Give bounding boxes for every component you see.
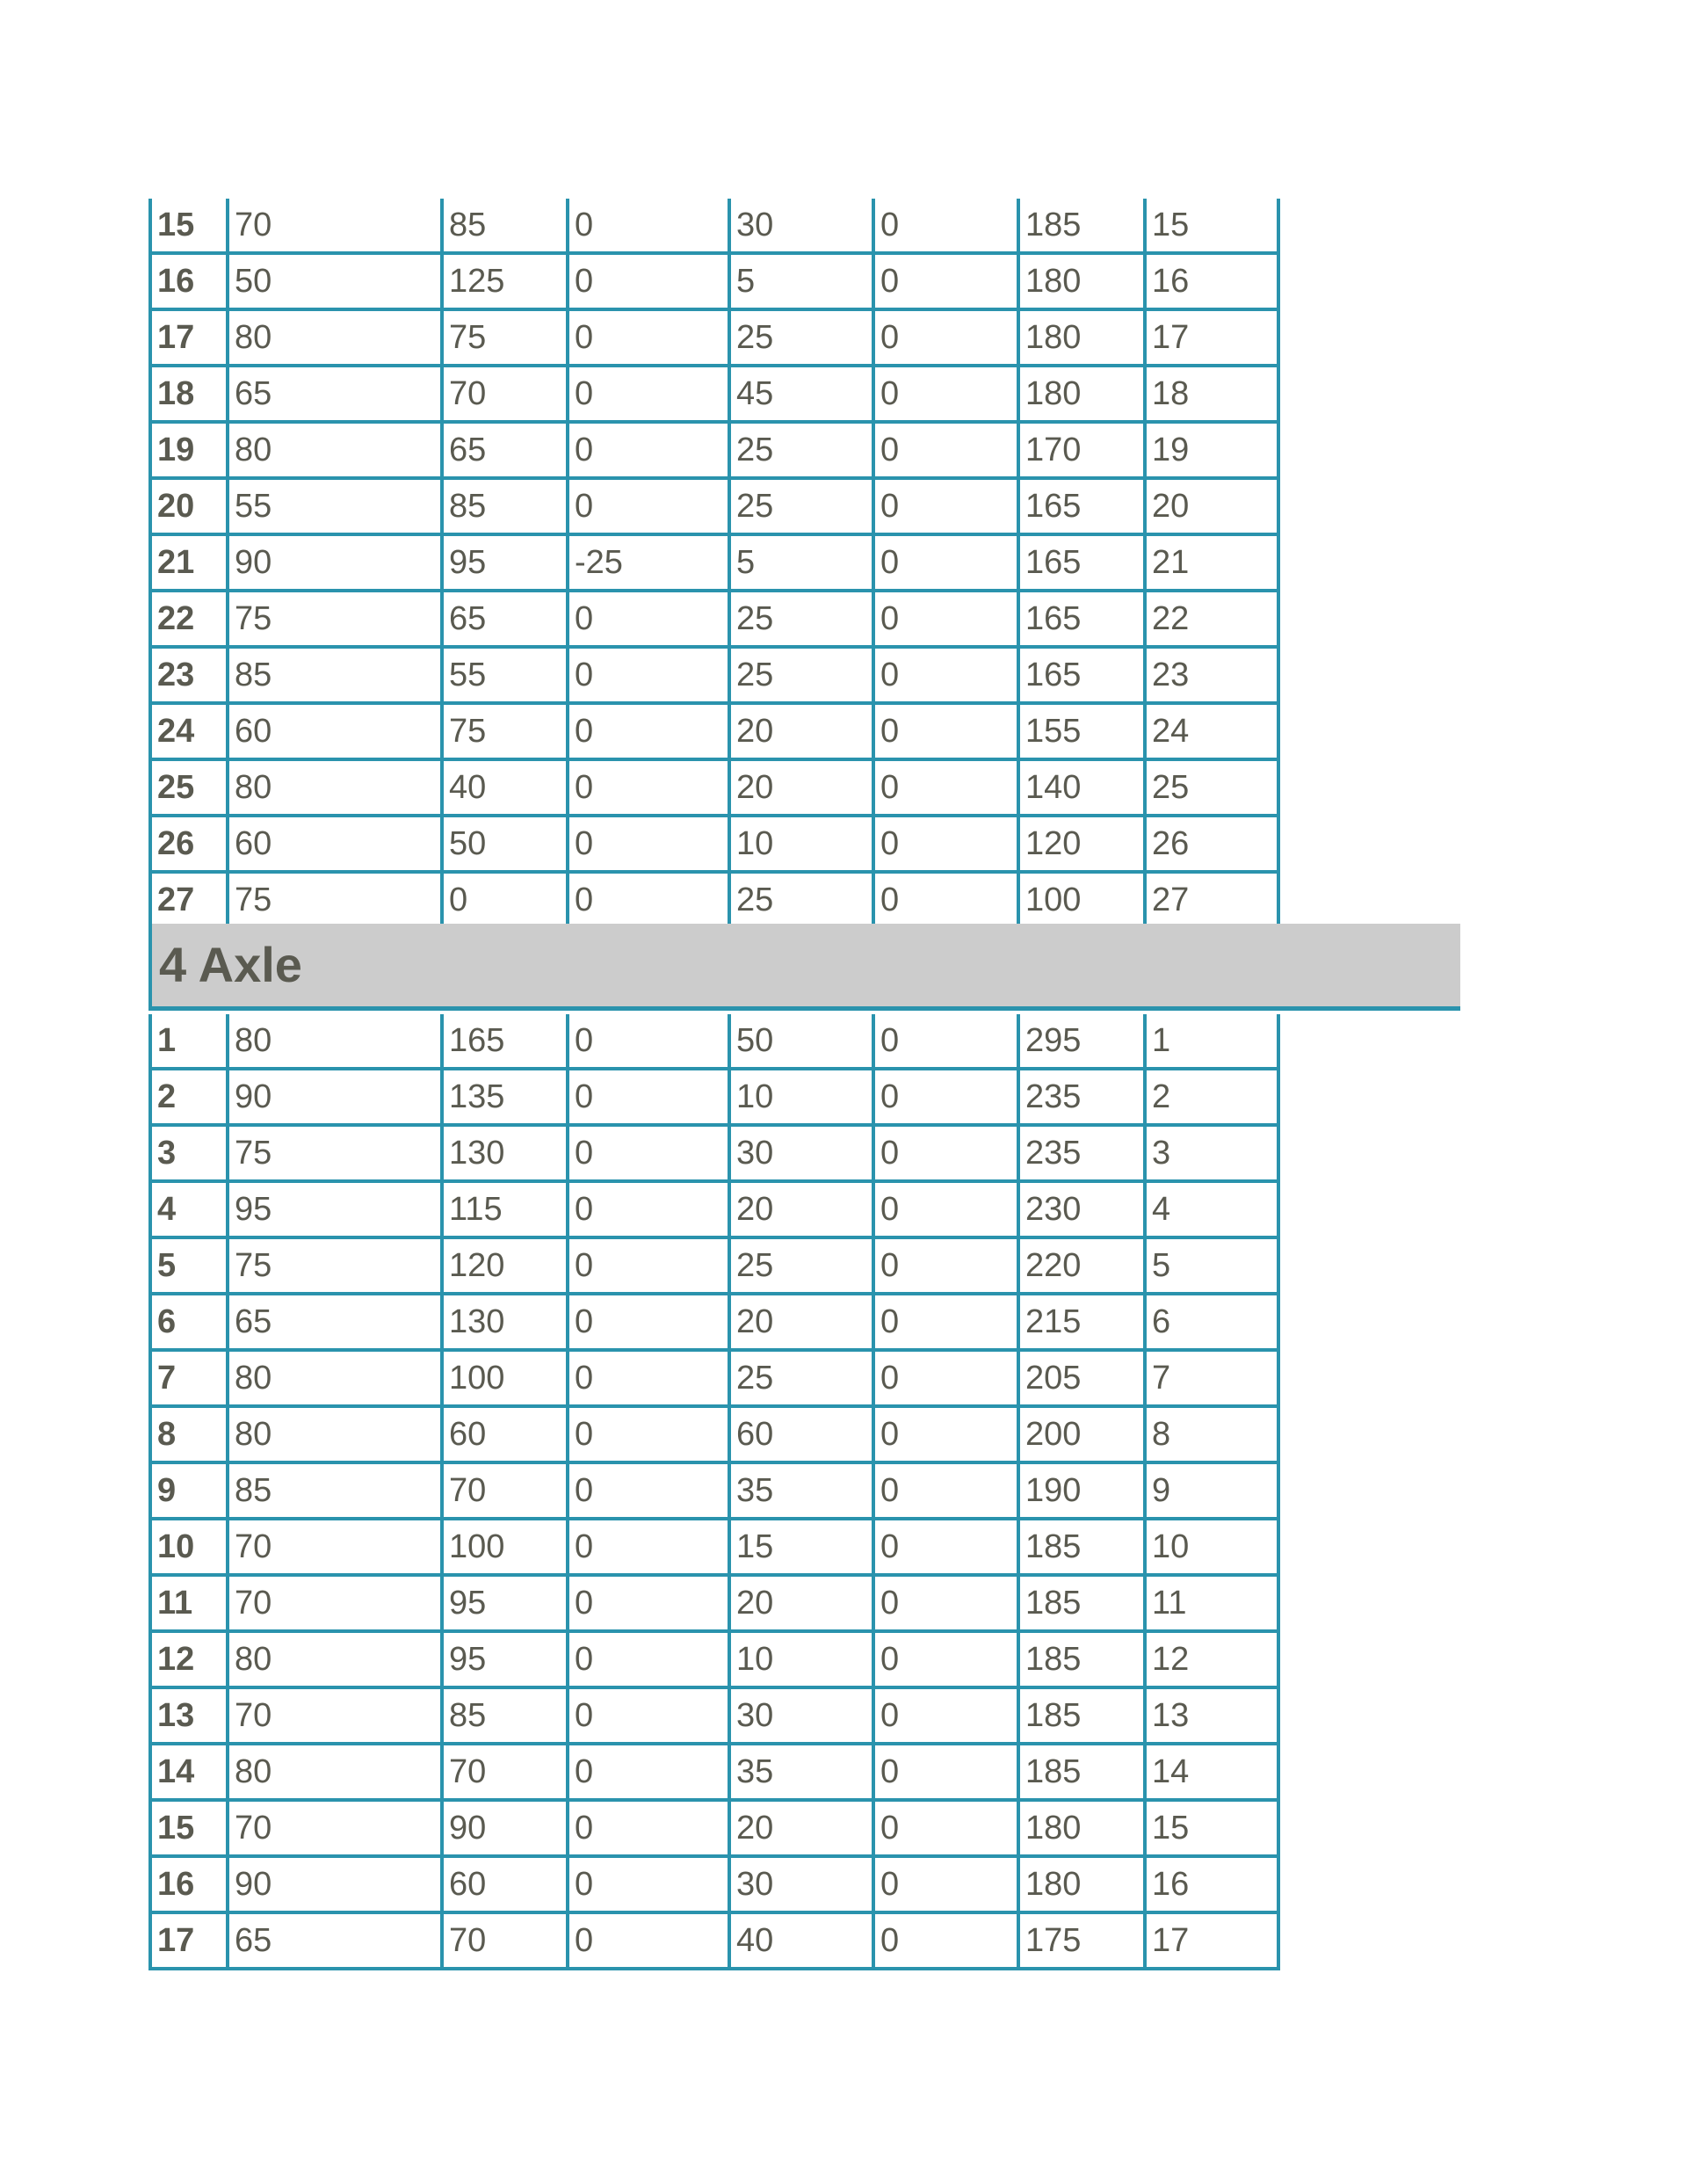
- table-cell: 0: [568, 872, 729, 928]
- table-cell: 0: [873, 199, 1018, 253]
- table-cell: 80: [228, 1350, 442, 1406]
- table-cell: 0: [873, 366, 1018, 422]
- table-cell: 0: [873, 1631, 1018, 1687]
- table-cell: 0: [873, 1687, 1018, 1744]
- table-cell: 85: [442, 1687, 568, 1744]
- table-cell: 3: [1145, 1125, 1278, 1181]
- table-cell: 190: [1018, 1462, 1145, 1519]
- table-row: [150, 1125, 1278, 1181]
- table-cell: 20: [729, 1294, 873, 1350]
- table-cell: 130: [442, 1125, 568, 1181]
- table-cell: 25: [729, 872, 873, 928]
- table-cell: 15: [729, 1519, 873, 1575]
- table-row: [150, 199, 1278, 253]
- table-cell: 5: [1145, 1237, 1278, 1294]
- table-cell: 25: [729, 591, 873, 647]
- table-cell: 25: [729, 478, 873, 534]
- table-cell: 0: [873, 647, 1018, 703]
- table-cell: 80: [228, 759, 442, 816]
- table-cell: 9: [1145, 1462, 1278, 1519]
- table-cell: 2: [1145, 1069, 1278, 1125]
- table-cell: 125: [442, 253, 568, 309]
- table-cell: 55: [442, 647, 568, 703]
- table-cell: 0: [568, 1687, 729, 1744]
- table-cell: 40: [729, 1912, 873, 1969]
- table-cell: 11: [1145, 1575, 1278, 1631]
- table-cell: 75: [228, 591, 442, 647]
- table-cell: 205: [1018, 1350, 1145, 1406]
- table-cell: 0: [873, 478, 1018, 534]
- table-cell: 0: [568, 1631, 729, 1687]
- table-cell: 185: [1018, 199, 1145, 253]
- table-cell: 0: [568, 478, 729, 534]
- table-cell: 0: [873, 1069, 1018, 1125]
- table-row: [150, 1462, 1278, 1519]
- table-cell: 0: [568, 1069, 729, 1125]
- table-cell: 30: [729, 1856, 873, 1912]
- table-row: [150, 1069, 1278, 1125]
- table-cell: 55: [228, 478, 442, 534]
- table-cell: 80: [228, 309, 442, 366]
- table-cell: 20: [729, 1575, 873, 1631]
- row-number-cell: 24: [150, 703, 228, 759]
- table-cell: 80: [228, 1014, 442, 1069]
- table-row: [150, 366, 1278, 422]
- table-cell: 60: [729, 1406, 873, 1462]
- table-cell: 7: [1145, 1350, 1278, 1406]
- table-body: [150, 1014, 1278, 1969]
- table-cell: 165: [1018, 478, 1145, 534]
- table-cell: 19: [1145, 422, 1278, 478]
- table-cell: 35: [729, 1744, 873, 1800]
- table-cell: 65: [442, 591, 568, 647]
- table-cell: 20: [729, 1800, 873, 1856]
- table-cell: 65: [442, 422, 568, 478]
- table-cell: 155: [1018, 703, 1145, 759]
- table-cell: 120: [442, 1237, 568, 1294]
- table-cell: 5: [729, 534, 873, 591]
- table-cell: 220: [1018, 1237, 1145, 1294]
- table-cell: 70: [442, 1744, 568, 1800]
- table-row: [150, 1575, 1278, 1631]
- table-cell: 0: [568, 422, 729, 478]
- row-number-cell: 14: [150, 1744, 228, 1800]
- table-cell: 16: [1145, 1856, 1278, 1912]
- table-cell: 0: [873, 759, 1018, 816]
- row-number-cell: 13: [150, 1687, 228, 1744]
- table-cell: 85: [442, 478, 568, 534]
- table-cell: 185: [1018, 1575, 1145, 1631]
- table-row: [150, 1294, 1278, 1350]
- row-number-cell: 10: [150, 1519, 228, 1575]
- table-cell: 100: [1018, 872, 1145, 928]
- table-cell: 0: [568, 1294, 729, 1350]
- table-cell: 95: [442, 1575, 568, 1631]
- table-row: [150, 1744, 1278, 1800]
- table-cell: 0: [873, 703, 1018, 759]
- table-cell: 85: [228, 647, 442, 703]
- table-cell: 60: [442, 1406, 568, 1462]
- table-cell: 295: [1018, 1014, 1145, 1069]
- table-row: [150, 1014, 1278, 1069]
- table-cell: 20: [729, 703, 873, 759]
- table-row: [150, 1912, 1278, 1969]
- table-cell: 70: [442, 1912, 568, 1969]
- table-cell: 70: [442, 366, 568, 422]
- table-row: [150, 703, 1278, 759]
- table-cell: 0: [873, 1294, 1018, 1350]
- table-cell: 21: [1145, 534, 1278, 591]
- table-cell: 60: [228, 816, 442, 872]
- table-cell: 10: [729, 1069, 873, 1125]
- table-cell: 65: [228, 1912, 442, 1969]
- table-cell: 30: [729, 1687, 873, 1744]
- table-row: [150, 759, 1278, 816]
- table-cell: 235: [1018, 1125, 1145, 1181]
- table-cell: 180: [1018, 1856, 1145, 1912]
- table-row: [150, 1350, 1278, 1406]
- table-cell: 0: [568, 1237, 729, 1294]
- table-cell: -25: [568, 534, 729, 591]
- row-number-cell: 16: [150, 253, 228, 309]
- table-row: [150, 872, 1278, 928]
- table-row: [150, 309, 1278, 366]
- table-row: [150, 816, 1278, 872]
- table-cell: 80: [228, 1406, 442, 1462]
- table-cell: 13: [1145, 1687, 1278, 1744]
- table-cell: 50: [442, 816, 568, 872]
- table-cell: 0: [873, 1912, 1018, 1969]
- table-cell: 0: [873, 422, 1018, 478]
- row-number-cell: 26: [150, 816, 228, 872]
- table-cell: 10: [1145, 1519, 1278, 1575]
- table-cell: 65: [228, 1294, 442, 1350]
- table-cell: 80: [228, 422, 442, 478]
- table-cell: 0: [873, 253, 1018, 309]
- table-row: [150, 1856, 1278, 1912]
- table-cell: 0: [873, 1406, 1018, 1462]
- table-cell: 175: [1018, 1912, 1145, 1969]
- table-cell: 70: [442, 1462, 568, 1519]
- table-cell: 20: [729, 759, 873, 816]
- table-cell: 165: [1018, 591, 1145, 647]
- row-number-cell: 7: [150, 1350, 228, 1406]
- row-number-cell: 17: [150, 1912, 228, 1969]
- table-cell: 0: [873, 872, 1018, 928]
- table-cell: 75: [442, 309, 568, 366]
- table-cell: 0: [568, 816, 729, 872]
- table-cell: 120: [1018, 816, 1145, 872]
- table-cell: 0: [873, 1014, 1018, 1069]
- table-row: [150, 1406, 1278, 1462]
- table-row: [150, 1687, 1278, 1744]
- section-header-4-axle: 4 Axle: [148, 924, 1460, 1011]
- table-cell: 0: [568, 1350, 729, 1406]
- table-cell: 140: [1018, 759, 1145, 816]
- table-cell: 30: [729, 199, 873, 253]
- table-cell: 70: [228, 1800, 442, 1856]
- table-cell: 26: [1145, 816, 1278, 872]
- table-cell: 75: [228, 1237, 442, 1294]
- table-body: [150, 199, 1278, 928]
- table-cell: 180: [1018, 309, 1145, 366]
- row-number-cell: 1: [150, 1014, 228, 1069]
- table-cell: 24: [1145, 703, 1278, 759]
- table-cell: 95: [228, 1181, 442, 1237]
- table-cell: 0: [568, 1014, 729, 1069]
- table-cell: 0: [873, 1237, 1018, 1294]
- table-cell: 25: [729, 647, 873, 703]
- table-cell: 0: [568, 1744, 729, 1800]
- table-cell: 40: [442, 759, 568, 816]
- table-cell: 0: [442, 872, 568, 928]
- table-cell: 8: [1145, 1406, 1278, 1462]
- row-number-cell: 16: [150, 1856, 228, 1912]
- table-cell: 0: [873, 1800, 1018, 1856]
- table-cell: 0: [568, 199, 729, 253]
- row-number-cell: 17: [150, 309, 228, 366]
- table-cell: 25: [729, 1350, 873, 1406]
- row-number-cell: 4: [150, 1181, 228, 1237]
- row-number-cell: 12: [150, 1631, 228, 1687]
- table-cell: 17: [1145, 1912, 1278, 1969]
- row-number-cell: 15: [150, 1800, 228, 1856]
- table-row: [150, 647, 1278, 703]
- table-cell: 135: [442, 1069, 568, 1125]
- table-cell: 15: [1145, 199, 1278, 253]
- table-cell: 0: [568, 703, 729, 759]
- table-cell: 27: [1145, 872, 1278, 928]
- table-cell: 15: [1145, 1800, 1278, 1856]
- table-row: [150, 591, 1278, 647]
- table-cell: 50: [228, 253, 442, 309]
- row-number-cell: 21: [150, 534, 228, 591]
- table-cell: 0: [568, 1912, 729, 1969]
- table-cell: 25: [1145, 759, 1278, 816]
- data-table-continued: [148, 199, 1280, 930]
- table-cell: 0: [568, 1575, 729, 1631]
- table-cell: 180: [1018, 253, 1145, 309]
- table-cell: 165: [442, 1014, 568, 1069]
- row-number-cell: 6: [150, 1294, 228, 1350]
- row-number-cell: 15: [150, 199, 228, 253]
- row-number-cell: 9: [150, 1462, 228, 1519]
- row-number-cell: 18: [150, 366, 228, 422]
- table-cell: 0: [568, 1125, 729, 1181]
- table-cell: 70: [228, 1687, 442, 1744]
- table-row: [150, 1631, 1278, 1687]
- table-cell: 80: [228, 1744, 442, 1800]
- table-row: [150, 1519, 1278, 1575]
- table-cell: 185: [1018, 1519, 1145, 1575]
- table-cell: 60: [228, 703, 442, 759]
- table-cell: 0: [568, 1800, 729, 1856]
- table-cell: 30: [729, 1125, 873, 1181]
- table-cell: 95: [442, 1631, 568, 1687]
- table-cell: 25: [729, 309, 873, 366]
- table-row: [150, 534, 1278, 591]
- table-cell: 75: [228, 872, 442, 928]
- table-cell: 0: [568, 309, 729, 366]
- table-cell: 0: [873, 1350, 1018, 1406]
- row-number-cell: 3: [150, 1125, 228, 1181]
- table-cell: 100: [442, 1350, 568, 1406]
- table-cell: 85: [228, 1462, 442, 1519]
- table-cell: 0: [568, 253, 729, 309]
- table-cell: 0: [568, 1406, 729, 1462]
- table-cell: 0: [873, 1181, 1018, 1237]
- table-cell: 235: [1018, 1069, 1145, 1125]
- table-cell: 165: [1018, 647, 1145, 703]
- table-cell: 215: [1018, 1294, 1145, 1350]
- table-cell: 0: [568, 1519, 729, 1575]
- table-cell: 45: [729, 366, 873, 422]
- table-cell: 0: [873, 816, 1018, 872]
- table-cell: 0: [568, 366, 729, 422]
- table-cell: 0: [568, 591, 729, 647]
- row-number-cell: 25: [150, 759, 228, 816]
- table-cell: 70: [228, 1519, 442, 1575]
- table-cell: 17: [1145, 309, 1278, 366]
- table-cell: 0: [568, 1181, 729, 1237]
- row-number-cell: 8: [150, 1406, 228, 1462]
- table-cell: 165: [1018, 534, 1145, 591]
- table-cell: 230: [1018, 1181, 1145, 1237]
- table-cell: 90: [228, 1069, 442, 1125]
- table-cell: 0: [873, 1519, 1018, 1575]
- table-cell: 16: [1145, 253, 1278, 309]
- row-number-cell: 22: [150, 591, 228, 647]
- table-cell: 70: [228, 1575, 442, 1631]
- table-cell: 22: [1145, 591, 1278, 647]
- table-cell: 20: [729, 1181, 873, 1237]
- table-cell: 23: [1145, 647, 1278, 703]
- table-cell: 20: [1145, 478, 1278, 534]
- table-cell: 18: [1145, 366, 1278, 422]
- table-cell: 75: [228, 1125, 442, 1181]
- table-cell: 10: [729, 816, 873, 872]
- table-cell: 6: [1145, 1294, 1278, 1350]
- table-cell: 185: [1018, 1744, 1145, 1800]
- table-cell: 0: [568, 1856, 729, 1912]
- table-row: [150, 1800, 1278, 1856]
- table-cell: 180: [1018, 366, 1145, 422]
- table-cell: 0: [568, 1462, 729, 1519]
- table-cell: 5: [729, 253, 873, 309]
- table-row: [150, 478, 1278, 534]
- table-cell: 12: [1145, 1631, 1278, 1687]
- table-cell: 0: [568, 759, 729, 816]
- row-number-cell: 19: [150, 422, 228, 478]
- table-cell: 14: [1145, 1744, 1278, 1800]
- table-cell: 180: [1018, 1800, 1145, 1856]
- table-cell: 0: [873, 534, 1018, 591]
- table-row: [150, 1181, 1278, 1237]
- table-cell: 0: [873, 309, 1018, 366]
- table-cell: 25: [729, 1237, 873, 1294]
- data-table-4-axle: [148, 1014, 1280, 1970]
- row-number-cell: 23: [150, 647, 228, 703]
- table-cell: 65: [228, 366, 442, 422]
- table-cell: 0: [873, 1125, 1018, 1181]
- table-cell: 200: [1018, 1406, 1145, 1462]
- table-cell: 185: [1018, 1687, 1145, 1744]
- table-cell: 25: [729, 422, 873, 478]
- table-row: [150, 422, 1278, 478]
- table-cell: 60: [442, 1856, 568, 1912]
- table-cell: 90: [228, 1856, 442, 1912]
- row-number-cell: 5: [150, 1237, 228, 1294]
- table-cell: 170: [1018, 422, 1145, 478]
- table-cell: 0: [568, 647, 729, 703]
- table-cell: 75: [442, 703, 568, 759]
- table-row: [150, 253, 1278, 309]
- row-number-cell: 27: [150, 872, 228, 928]
- table-cell: 4: [1145, 1181, 1278, 1237]
- table-cell: 185: [1018, 1631, 1145, 1687]
- table-cell: 35: [729, 1462, 873, 1519]
- table-cell: 0: [873, 1575, 1018, 1631]
- table-cell: 90: [228, 534, 442, 591]
- table-cell: 50: [729, 1014, 873, 1069]
- table-cell: 100: [442, 1519, 568, 1575]
- table-cell: 0: [873, 1744, 1018, 1800]
- table-cell: 70: [228, 199, 442, 253]
- table-cell: 10: [729, 1631, 873, 1687]
- table-cell: 115: [442, 1181, 568, 1237]
- table-cell: 95: [442, 534, 568, 591]
- table-cell: 1: [1145, 1014, 1278, 1069]
- row-number-cell: 2: [150, 1069, 228, 1125]
- table-row: [150, 1237, 1278, 1294]
- row-number-cell: 11: [150, 1575, 228, 1631]
- table-cell: 0: [873, 1462, 1018, 1519]
- table-cell: 90: [442, 1800, 568, 1856]
- table-cell: 0: [873, 591, 1018, 647]
- row-number-cell: 20: [150, 478, 228, 534]
- table-cell: 80: [228, 1631, 442, 1687]
- table-cell: 130: [442, 1294, 568, 1350]
- table-cell: 85: [442, 199, 568, 253]
- table-cell: 0: [873, 1856, 1018, 1912]
